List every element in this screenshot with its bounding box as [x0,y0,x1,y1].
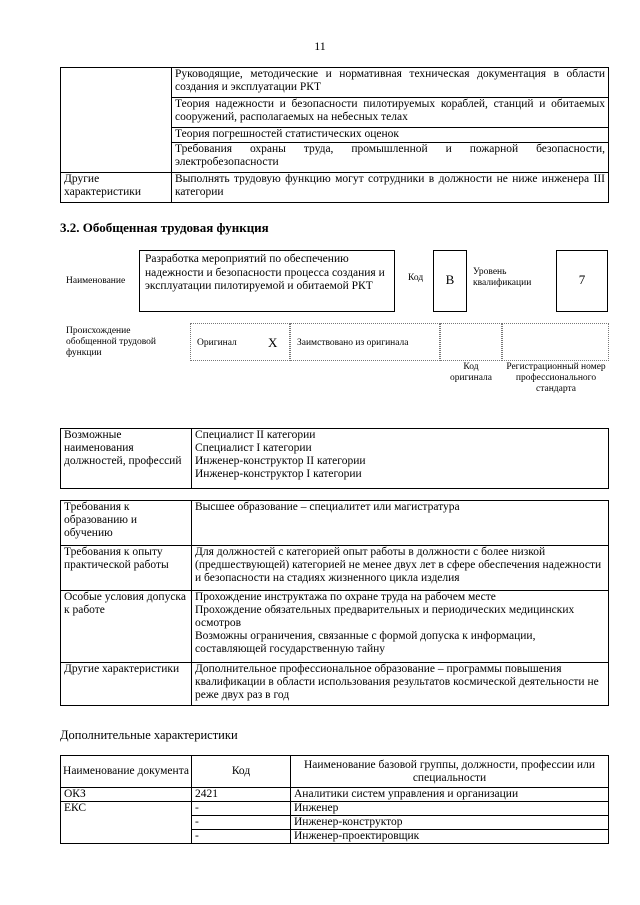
requirement-label: Другие характеристики [61,663,192,706]
table-row [61,173,609,203]
list-item: Инженер-конструктор I категории [195,468,362,480]
table-cell: ОКЗ [61,788,192,802]
additional-table [60,755,609,844]
requirement-label: Требования к образованию и обучению [61,501,192,546]
code-original-label: Код оригинала [450,362,492,383]
header-document: Наименование документа [61,756,192,788]
table-cell [61,830,192,844]
requirements-table [60,500,609,706]
origin-borrowed-label: Заимствовано из оригинала [297,338,409,348]
code-label: Код [408,273,424,283]
table-row [61,802,609,816]
positions-list [192,429,609,489]
table-cell: ЕКС [61,802,192,816]
page-number: 11 [314,39,326,53]
requirement-line: Прохождение инструктажа по охране труда на рабочем месте [195,591,496,603]
table-cell-left [61,98,172,128]
positions-table [60,428,609,489]
name-label: Наименование [66,276,126,286]
table-cell: Инженер-проектировщик [291,830,609,844]
requirement-value [192,591,609,663]
table-cell-right: Выполнять трудовую функцию могут сотрудники в должности не ниже инженера III категории [172,173,609,203]
table-row [61,501,609,546]
section-title: 3.2. Обобщенная трудовая функция [60,220,269,235]
requirement-line: Возможны ограничения, связанные с формой допуска к информации, составляющей государственную тайну [195,630,536,655]
requirement-line: Прохождение обязательных предварительных и периодических медицинских осмотров [195,604,575,629]
code-value-box: В [433,250,467,312]
table-row [61,546,609,591]
requirement-value [192,546,609,591]
table-cell: Аналитики систем управления и организации [291,788,609,802]
requirement-line: Для должностей с категорией опыт работы в должности с более низкой (предшествующей) категорией не менее двух лет в сфере обеспечения надежности и безопасности на стадиях жизненного цикла изделия [195,546,602,584]
table-row [61,143,609,173]
table-cell-right: Руководящие, методические и нормативная техническая документация в области создания и эксплуатации РКТ [172,68,609,98]
list-item: Специалист II категории [195,429,316,441]
table-cell: Инженер [291,802,609,816]
table-cell: - [192,802,291,816]
table-cell-left [61,143,172,173]
list-item: Специалист I категории [195,442,312,454]
requirement-value [192,501,609,546]
table-cell-right: Теория погрешностей статистических оценок [172,128,609,143]
origin-original-mark: X [268,335,278,350]
positions-label: Возможные наименования должностей, профессий [61,429,192,489]
table-header-row [61,756,609,788]
table-cell-right: Теория надежности и безопасности пилотируемых кораблей, станций и обитаемых сооружений, располагаемых на небесных телах [172,98,609,128]
origin-reg-cell [502,323,609,361]
table-row [61,591,609,663]
top-table [60,67,609,203]
table-cell: 2421 [192,788,291,802]
table-cell-left [61,128,172,143]
table-row [61,663,609,706]
origin-label: Происхождение обобщенной трудовой функции [66,326,156,358]
requirement-value [192,663,609,706]
table-row [61,128,609,143]
table-row [61,68,609,98]
requirement-line: Высшее образование – специалитет или магистратура [195,501,460,513]
table-cell-left: Другие характеристики [61,173,172,203]
header-name: Наименование базовой группы, должности, профессии или специальности [291,756,609,788]
header-code: Код [192,756,291,788]
function-name-box: Разработка мероприятий по обеспечению надежности и безопасности процесса создания и эксплуатации пилотируемой и обитаемой РКТ [139,250,395,312]
reg-number-label: Регистрационный номер профессионального стандарта [506,362,606,394]
origin-original-label: Оригинал [197,338,237,348]
level-value-box: 7 [556,250,608,312]
table-row [61,816,609,830]
requirement-line: Дополнительное профессиональное образование – программы повышения квалификации в области использования результатов космической деятельности не реже двух раз в год [195,663,599,701]
table-cell-left [61,68,172,98]
requirement-label: Требования к опыту практической работы [61,546,192,591]
table-cell-right: Требования охраны труда, промышленной и пожарной безопасности, электробезопасности [172,143,609,173]
table-cell: - [192,830,291,844]
level-label: Уровень квалификации [473,267,532,288]
table-cell: - [192,816,291,830]
table-cell: Инженер-конструктор [291,816,609,830]
table-row [61,98,609,128]
list-item: Инженер-конструктор II категории [195,455,366,467]
table-cell [61,816,192,830]
origin-code-cell [440,323,502,361]
table-row [61,830,609,844]
requirement-label: Особые условия допуска к работе [61,591,192,663]
table-row [61,788,609,802]
additional-title: Дополнительные характеристики [60,728,238,742]
